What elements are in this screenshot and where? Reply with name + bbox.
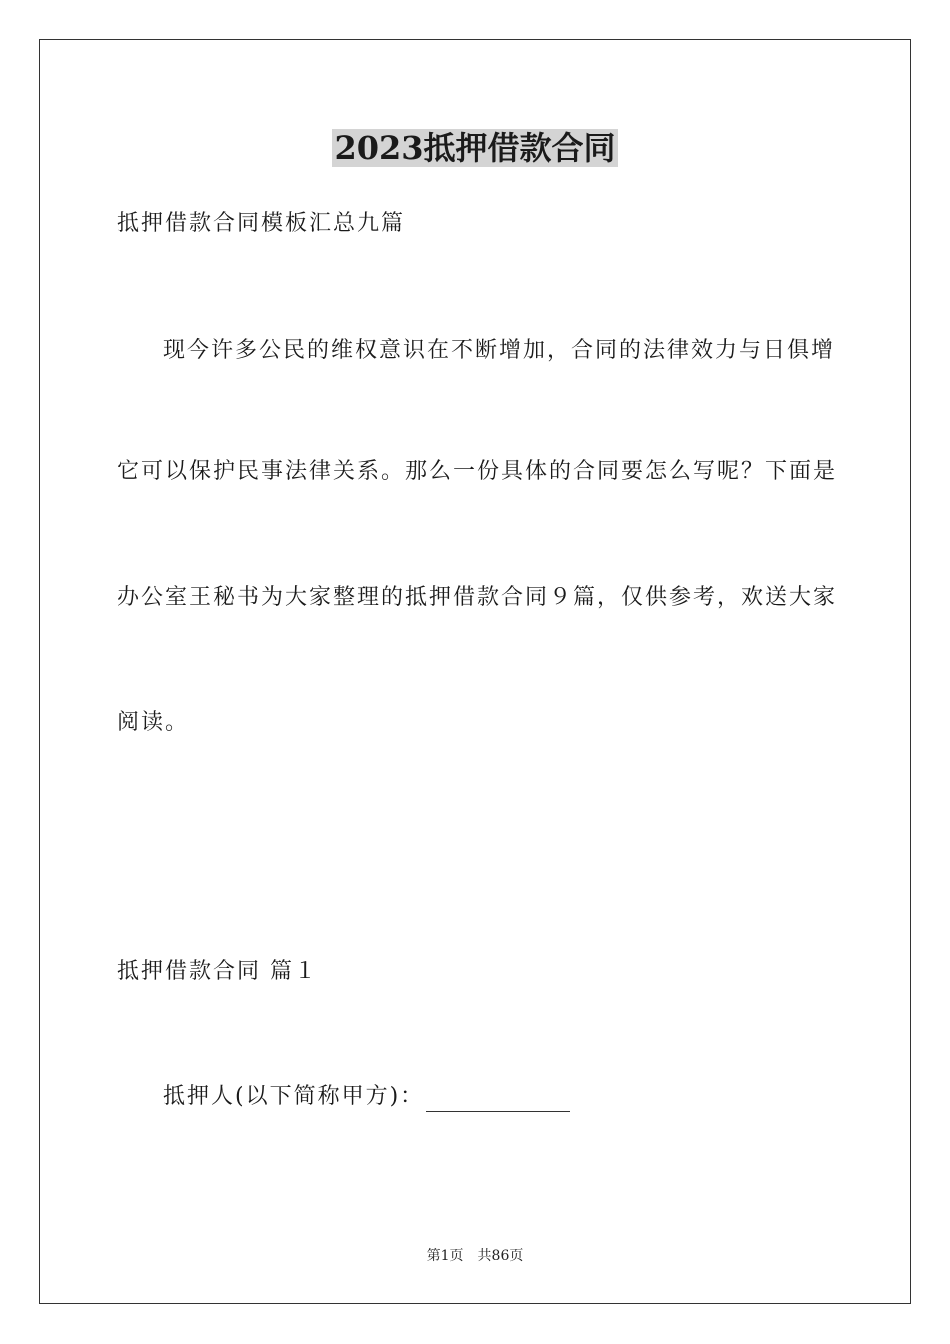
document-subtitle: 抵押借款合同模板汇总九篇 [117, 211, 406, 236]
document-title-text: 2023抵押借款合同 [334, 129, 616, 167]
page-footer [0, 1246, 950, 1266]
intro-line-4: 阅读。 [117, 710, 190, 735]
page-number-total: 共86页 [477, 1248, 524, 1264]
section-heading: 抵押借款合同 篇１ [117, 959, 318, 984]
mortgagor-field [163, 1082, 570, 1112]
page-number-current: 第1页 [426, 1248, 464, 1264]
document-title [0, 126, 950, 170]
intro-line-1: 现今许多公民的维权意识在不断增加，合同的法律效力与日俱增 [163, 338, 836, 363]
intro-line-2: 它可以保护民事法律关系。那么一份具体的合同要怎么写呢？下面是 [117, 459, 838, 484]
mortgagor-blank-line [426, 1089, 570, 1112]
intro-line-3: 办公室王秘书为大家整理的抵押借款合同９篇，仅供参考，欢送大家 [117, 585, 838, 610]
mortgagor-field-label: 抵押人(以下简称甲方)： [163, 1084, 425, 1109]
